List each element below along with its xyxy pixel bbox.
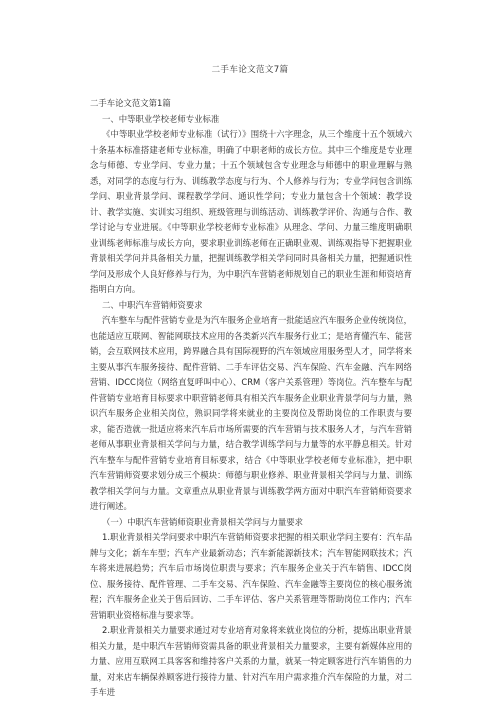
paragraph: 2.职业背景相关力量要求通过对专业培育对象将来就业岗位的分析，提炼出职业背景相关力量，是中职汽车营销师资需具备的职业背景相关力量要求，主要有新媒体应用的力量、应用互联网工具客客和维持客户关系的力量，就某一特定顾客进行汽车销售的力量，对来店车辆保养顾客进行接待力量、针对汽车用户需求推介汽车保险的力量，对二手车进 bbox=[90, 625, 412, 697]
paragraph: 1.职业背景相关学问要求中职汽车营销师资要求把握的相关职业学问主要有：汽车品牌与文化；新车车型；汽车产业最新动态；汽车新能源新技术；汽车智能网联技术；汽车将来进展趋势；汽车后市场岗位职责与要求；汽车服务企业关于汽车销售、IDCC岗位、服务接待、配件管理、二手车交易、汽车保险、汽车金融等主要岗位的核心服务流程；汽车服务企业关于售后回访、二手车评估、客户关系管理等帮助岗位工作内；汽车营销职业资格标准与要求等。 bbox=[90, 532, 412, 620]
section-heading: 一、中等职业学校老师专业标准 bbox=[102, 113, 220, 124]
article-title: 二手车论文范文第1篇 bbox=[90, 98, 171, 108]
section-heading: 二、中职汽车营销师资要求 bbox=[102, 299, 203, 310]
document-title: 二手车论文范文7篇 bbox=[211, 65, 289, 75]
document-body bbox=[90, 96, 412, 701]
subsection-heading: （一）中职汽车营销师资职业背景相关学问与力量要求 bbox=[102, 516, 303, 527]
paragraph: 《中等职业学校老师专业标准（试行）》围绕十六字理念，从三个维度十五个领域六十条基本标准搭建老师专业标准，明确了中职老师的成长方位。其中三个维度是专业理念与师德、专业学问、专业力量；十五个领域包含专业理念与师德中的职业理解与熟悉，对同学的态度与行为、训练教学态度与行为、个人修养与行为；专业学问包含训练学问、职业背景学问、课程教学学问、通识性学问；专业力量包含十个领域：教学设计、教学实施、实训实习组织、班级管理与训练活动、训练教学评价、沟通与合作、教学讨论与专业进展。《中等职业学校老师专业标准》从理念、学问、力量三维度明确职业训练老师标准与成长方向，要求职业训练老师在正确职业观、训练观指导下把握职业背景相关学问并具备相关力量，把握训练教学相关学问同时具备相关力量，把握通识性学问及形成个人良好修养与行为，为中职汽车营销老师规划自己的职业生涯和师资培育指明白方向。 bbox=[90, 129, 412, 294]
paragraph: 汽车整车与配件营销专业是为汽车服务企业培育一批能适应汽车服务企业传统岗位，也能适应互联网、智能网联技术应用的各类新兴汽车服务行业工；是培育懂汽车、能营销，会互联网技术应用，跨界融合具有国际视野的汽车领域应用服务型人才，同学将来主要从事汽车服务接待、配件营销、二手车评估交易、汽车保险、汽车金融、汽车网络营销、IDCC岗位（网络直复呼叫中心）、CRM（客户关系管理）等岗位。汽车整车与配件营销专业培育目标要求中职营销老师具有相关汽车服务企业职业背景学问与力量，熟识汽车服务企业相关岗位，熟识同学将来就业的主要岗位及帮助岗位的工作职责与要求，能否造就一批适应将来汽车后市场所需要的汽车营销与技术服务人才，与汽车营销老师从事职业背景相关学问与力量，结合教学训练学问与力量等的水平静息相关。针对汽车整车与配件营销专业培育目标要求，结合《中等职业学校老师专业标准》，把中职汽车营销师资要求划分成三个模块：师德与职业修养、职业背景相关学问与力量、训练教学相关学问与力量。文章重点从职业背景与训练教学两方面对中职汽车营销师资要求进行阐述。 bbox=[90, 315, 412, 511]
